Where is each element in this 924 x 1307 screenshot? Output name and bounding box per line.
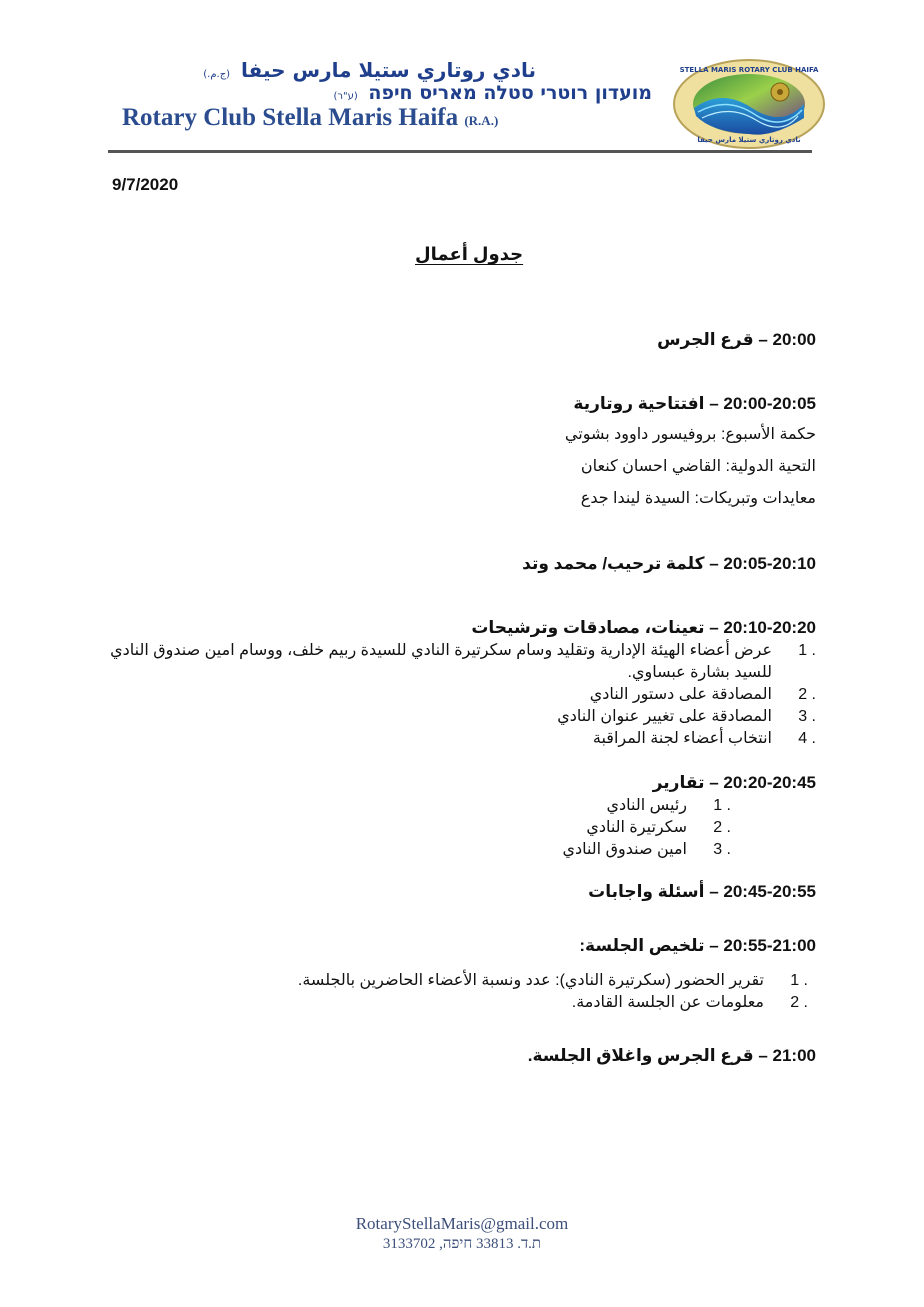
item-text: سكرتيرة النادي	[586, 819, 687, 836]
list-item	[96, 728, 816, 750]
list-item	[96, 839, 731, 861]
club-name-english	[122, 104, 498, 132]
slot-label: أسئلة واجابات	[588, 882, 705, 901]
svg-text:STELLA MARIS ROTARY CLUB HAIFA: STELLA MARIS ROTARY CLUB HAIFA	[679, 66, 819, 74]
agenda-slot-7: 20:55-21:00 – تلخيص الجلسة: 1 . تقرير الحضور (سكرتيرة النادي): عدد ونسبة الأعضاء الحاضرين بالجلسة. 2 . معلومات عن الجلسة القادمة.	[96, 936, 816, 1014]
footer-email: RotaryStellaMaris@gmail.com	[355, 1214, 569, 1233]
item-number: 3 .	[713, 841, 731, 858]
slot-label: افتتاحية روتارية	[573, 394, 705, 413]
list-item	[96, 817, 731, 839]
item-number: 1 .	[798, 642, 816, 659]
item-text: معلومات عن الجلسة القادمة.	[571, 994, 764, 1011]
rotary-club-emblem-icon	[672, 58, 826, 150]
slot-time: 21:00	[772, 1046, 816, 1065]
list-item	[96, 640, 816, 684]
slot-label: كلمة ترحيب/ محمد وتد	[522, 554, 705, 573]
club-name-hebrew-text: מועדון רוטרי סטלה מאריס חיפה	[368, 82, 652, 104]
item-text: امين صندوق النادي	[562, 841, 687, 858]
agenda-slot-3: 20:05-20:10 – كلمة ترحيب/ محمد وتد	[522, 554, 816, 573]
slot-time: 20:45-20:55	[723, 882, 816, 901]
agenda-slot-8: 21:00 – قرع الجرس واغلاق الجلسة.	[527, 1046, 816, 1065]
club-name-hebrew-suffix: (ע"ר)	[333, 91, 358, 102]
agenda-slot-2: 20:00-20:05 – افتتاحية روتارية حكمة الأسبوع: بروفيسور داوود بشوتي التحية الدولية: القاضي احسان كنعان معايدات وتبريكات: السيدة ليندا جدع	[96, 394, 816, 508]
club-name-hebrew	[333, 82, 652, 104]
club-name-english-suffix: (R.A.)	[464, 113, 499, 128]
slot-time: 20:20-20:45	[723, 773, 816, 792]
club-name-arabic-text: نادي روتاري ستيلا مارس حيفا	[241, 58, 536, 82]
item-text: عرض أعضاء الهيئة الإدارية وتقليد وسام سكرتيرة النادي للسيدة ربيم خلف، ووسام امين صندوق النادي للسيد بشارة عبساوي.	[110, 642, 772, 681]
agenda-note: معايدات وتبريكات: السيدة ليندا جدع	[580, 490, 816, 507]
svg-text:نادي روتاري ستيلا مارس حيفا: نادي روتاري ستيلا مارس حيفا	[697, 136, 801, 144]
list-item	[96, 795, 731, 817]
agenda-slot-4: 20:10-20:20 – تعينات، مصادقات وترشيحات 1 . عرض أعضاء الهيئة الإدارية وتقليد وسام سكرتيرة النادي للسيدة ربيم خلف، ووسام امين صندوق النادي للسيد بشارة عبساوي. 2 . المصادقة على دستور النادي 3 . المصادقة على تغيير عنوان النادي 4 . انتخاب أعضاء لجنة المراقبة	[96, 618, 816, 750]
slot-time: 20:00	[772, 330, 816, 349]
agenda-item-list	[96, 970, 816, 1014]
slot-time: 20:05-20:10	[723, 554, 816, 573]
item-text: المصادقة على دستور النادي	[589, 686, 772, 703]
club-name-arabic-suffix: (ج.م.)	[203, 69, 231, 80]
item-number: 2 .	[713, 819, 731, 836]
page-title: جدول أعمال	[415, 244, 524, 264]
slot-time: 20:10-20:20	[723, 618, 816, 637]
item-number: 3 .	[798, 708, 816, 725]
agenda-item-list	[96, 640, 816, 750]
item-text: المصادقة على تغيير عنوان النادي	[557, 708, 772, 725]
slot-time: 20:00-20:05	[723, 394, 816, 413]
list-item	[96, 992, 808, 1014]
slot-label: قرع الجرس واغلاق الجلسة.	[527, 1046, 754, 1065]
letterhead-divider	[108, 150, 812, 153]
item-number: 1 .	[713, 797, 731, 814]
club-name-arabic	[203, 58, 536, 82]
list-item	[96, 706, 816, 728]
list-item	[96, 970, 808, 992]
agenda-item-list	[96, 795, 816, 861]
agenda-slot-1: 20:00 – قرع الجرس	[657, 330, 816, 349]
agenda-slot-6: 20:45-20:55 – أسئلة واجابات	[588, 882, 816, 901]
agenda-slot-5: 20:20-20:45 – تقارير 1 . رئيس النادي 2 . سكرتيرة النادي 3 . امين صندوق النادي	[96, 773, 816, 861]
document-date: 9/7/2020	[112, 175, 179, 194]
slot-label: تعينات، مصادقات وترشيحات	[471, 618, 705, 637]
slot-label: تقارير	[652, 773, 705, 792]
item-text: تقرير الحضور (سكرتيرة النادي): عدد ونسبة الأعضاء الحاضرين بالجلسة.	[297, 972, 764, 989]
agenda-note: حكمة الأسبوع: بروفيسور داوود بشوتي	[564, 426, 816, 443]
slot-label: قرع الجرس	[657, 330, 754, 349]
item-text: رئيس النادي	[606, 797, 687, 814]
item-text: انتخاب أعضاء لجنة المراقبة	[592, 730, 772, 747]
item-number: 2 .	[798, 686, 816, 703]
item-number: 4 .	[798, 730, 816, 747]
slot-label: تلخيص الجلسة:	[579, 936, 705, 955]
footer-address: ת.ד. 33813 חיפה, 3133702	[382, 1236, 542, 1252]
item-number: 2 .	[790, 994, 808, 1011]
item-number: 1 .	[790, 972, 808, 989]
agenda-note: التحية الدولية: القاضي احسان كنعان	[580, 458, 816, 475]
club-name-english-text: Rotary Club Stella Maris Haifa	[122, 104, 459, 131]
slot-time: 20:55-21:00	[723, 936, 816, 955]
list-item	[96, 684, 816, 706]
